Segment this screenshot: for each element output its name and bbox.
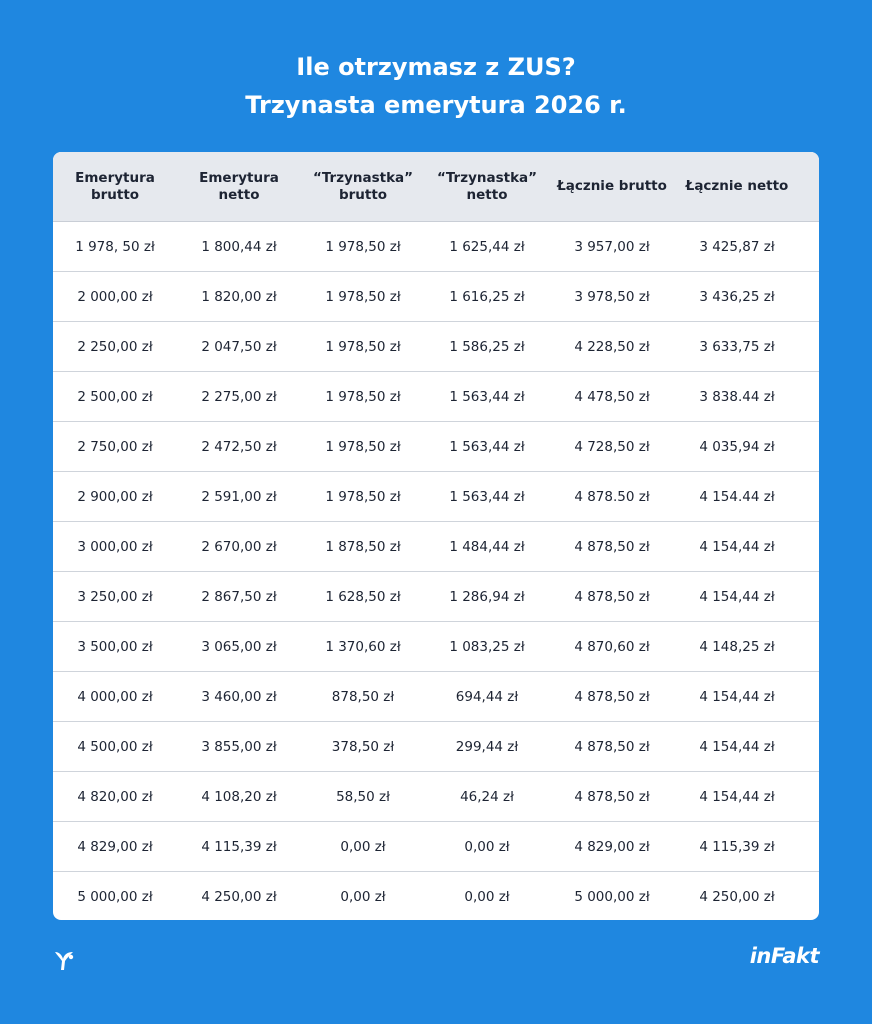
table-body	[53, 222, 819, 920]
cell-emerytura-netto: 4 115,39 zł	[201, 838, 277, 855]
table-row	[53, 322, 819, 372]
cell-emerytura-netto: 2 867,50 zł	[201, 588, 277, 605]
cell-trzynastka-brutto: 878,50 zł	[331, 688, 395, 705]
cell-trzynastka-netto: 1 625,44 zł	[449, 238, 525, 255]
cell-trzynastka-brutto: 1 878,50 zł	[325, 538, 401, 555]
cell-emerytura-brutto: 2 750,00 zł	[77, 438, 153, 455]
cell-emerytura-netto: 3 065,00 zł	[201, 638, 277, 655]
page-title	[0, 48, 872, 124]
cell-emerytura-netto: 1 800,44 zł	[201, 238, 277, 255]
cell-lacznie-netto: 4 035,94 zł	[699, 438, 775, 455]
table-row	[53, 772, 819, 822]
cell-trzynastka-netto: 1 286,94 zł	[449, 588, 525, 605]
table-row	[53, 422, 819, 472]
table-row	[53, 272, 819, 322]
cell-trzynastka-brutto: 58,50 zł	[336, 788, 390, 805]
cell-emerytura-brutto: 4 000,00 zł	[77, 688, 153, 705]
person-mark-icon	[52, 948, 76, 972]
cell-lacznie-brutto: 4 878.50 zł	[574, 488, 650, 505]
cell-trzynastka-brutto: 1 978,50 zł	[325, 438, 401, 455]
cell-trzynastka-netto: 1 586,25 zł	[449, 338, 525, 355]
table-row	[53, 622, 819, 672]
cell-trzynastka-brutto: 1 370,60 zł	[325, 638, 401, 655]
cell-lacznie-brutto: 4 478,50 zł	[574, 388, 650, 405]
cell-emerytura-brutto: 2 500,00 zł	[77, 388, 153, 405]
table-row	[53, 472, 819, 522]
cell-lacznie-brutto: 3 957,00 zł	[574, 238, 650, 255]
cell-emerytura-brutto: 5 000,00 zł	[77, 889, 153, 905]
cell-trzynastka-brutto: 0,00 zł	[340, 889, 386, 905]
header-emerytura-netto: Emerytura netto	[199, 169, 279, 203]
table-row	[53, 872, 819, 920]
cell-lacznie-netto: 4 148,25 zł	[699, 638, 775, 655]
cell-emerytura-netto: 1 820,00 zł	[201, 288, 277, 305]
cell-lacznie-brutto: 4 870,60 zł	[574, 638, 650, 655]
cell-lacznie-netto: 3 633,75 zł	[699, 338, 775, 355]
cell-trzynastka-netto: 1 083,25 zł	[449, 638, 525, 655]
cell-lacznie-netto: 4 154,44 zł	[699, 688, 775, 705]
cell-trzynastka-brutto: 1 978,50 zł	[325, 388, 401, 405]
cell-lacznie-brutto: 4 728,50 zł	[574, 438, 650, 455]
cell-lacznie-brutto: 4 878,50 zł	[574, 588, 650, 605]
table-header	[53, 152, 819, 222]
cell-emerytura-brutto: 4 500,00 zł	[77, 738, 153, 755]
cell-emerytura-brutto: 4 829,00 zł	[77, 838, 153, 855]
header-lacznie-brutto: Łącznie brutto	[557, 178, 667, 194]
header-emerytura-brutto: Emerytura brutto	[75, 169, 155, 203]
cell-trzynastka-brutto: 1 978,50 zł	[325, 338, 401, 355]
cell-trzynastka-netto: 46,24 zł	[460, 788, 514, 805]
cell-trzynastka-netto: 299,44 zł	[455, 738, 519, 755]
table-row	[53, 222, 819, 272]
cell-trzynastka-netto: 1 563,44 zł	[449, 438, 525, 455]
cell-emerytura-netto: 3 855,00 zł	[201, 738, 277, 755]
cell-lacznie-netto: 4 154,44 zł	[699, 738, 775, 755]
cell-emerytura-brutto: 3 000,00 zł	[77, 538, 153, 555]
cell-emerytura-brutto: 2 900,00 zł	[77, 488, 153, 505]
cell-trzynastka-brutto: 1 628,50 zł	[325, 588, 401, 605]
table-row	[53, 722, 819, 772]
cell-lacznie-netto: 4 115,39 zł	[699, 838, 775, 855]
cell-trzynastka-brutto: 378,50 zł	[331, 738, 395, 755]
cell-trzynastka-brutto: 0,00 zł	[340, 838, 386, 855]
table-row	[53, 372, 819, 422]
cell-lacznie-netto: 4 154,44 zł	[699, 588, 775, 605]
cell-lacznie-netto: 3 425,87 zł	[699, 238, 775, 255]
cell-lacznie-brutto: 4 878,50 zł	[574, 538, 650, 555]
table-row	[53, 572, 819, 622]
cell-emerytura-netto: 2 472,50 zł	[201, 438, 277, 455]
cell-trzynastka-netto: 1 616,25 zł	[449, 288, 525, 305]
cell-lacznie-netto: 4 154,44 zł	[699, 788, 775, 805]
title-line-1: Ile otrzymasz z ZUS?	[296, 53, 576, 81]
cell-lacznie-netto: 4 154.44 zł	[699, 488, 775, 505]
header-trzynastka-brutto: “Trzynastka” brutto	[312, 169, 414, 203]
cell-emerytura-netto: 4 250,00 zł	[201, 889, 277, 905]
cell-trzynastka-netto: 1 484,44 zł	[449, 538, 525, 555]
cell-trzynastka-netto: 1 563,44 zł	[449, 388, 525, 405]
cell-emerytura-brutto: 2 000,00 zł	[77, 288, 153, 305]
cell-emerytura-netto: 2 670,00 zł	[201, 538, 277, 555]
cell-lacznie-netto: 4 250,00 zł	[699, 889, 775, 905]
cell-emerytura-brutto: 2 250,00 zł	[77, 338, 153, 355]
cell-lacznie-brutto: 4 878,50 zł	[574, 788, 650, 805]
cell-emerytura-netto: 2 275,00 zł	[201, 388, 277, 405]
cell-lacznie-netto: 3 838.44 zł	[699, 388, 775, 405]
cell-emerytura-brutto: 4 820,00 zł	[77, 788, 153, 805]
cell-lacznie-brutto: 4 829,00 zł	[574, 838, 650, 855]
cell-trzynastka-netto: 1 563,44 zł	[449, 488, 525, 505]
table-row	[53, 822, 819, 872]
cell-lacznie-netto: 3 436,25 zł	[699, 288, 775, 305]
table-row	[53, 522, 819, 572]
pension-table	[53, 152, 819, 920]
cell-emerytura-netto: 2 047,50 zł	[201, 338, 277, 355]
cell-trzynastka-netto: 0,00 zł	[464, 889, 510, 905]
cell-lacznie-brutto: 4 878,50 zł	[574, 738, 650, 755]
cell-lacznie-brutto: 4 228,50 zł	[574, 338, 650, 355]
cell-trzynastka-brutto: 1 978,50 zł	[325, 238, 401, 255]
header-trzynastka-netto: “Trzynastka” netto	[436, 169, 538, 203]
cell-emerytura-netto: 4 108,20 zł	[201, 788, 277, 805]
cell-emerytura-brutto: 3 500,00 zł	[77, 638, 153, 655]
cell-emerytura-brutto: 1 978, 50 zł	[75, 238, 155, 255]
title-line-2: Trzynasta emerytura 2026 r.	[245, 91, 627, 119]
header-lacznie-netto: Łącznie netto	[685, 178, 789, 194]
cell-emerytura-netto: 3 460,00 zł	[201, 688, 277, 705]
cell-emerytura-brutto: 3 250,00 zł	[77, 588, 153, 605]
cell-trzynastka-netto: 694,44 zł	[455, 688, 519, 705]
cell-lacznie-brutto: 5 000,00 zł	[574, 889, 650, 905]
cell-lacznie-brutto: 3 978,50 zł	[574, 288, 650, 305]
table-row	[53, 672, 819, 722]
infakt-logo: inFakt	[749, 944, 819, 968]
cell-lacznie-brutto: 4 878,50 zł	[574, 688, 650, 705]
cell-lacznie-netto: 4 154,44 zł	[699, 538, 775, 555]
cell-trzynastka-brutto: 1 978,50 zł	[325, 488, 401, 505]
cell-trzynastka-netto: 0,00 zł	[464, 838, 510, 855]
cell-emerytura-netto: 2 591,00 zł	[201, 488, 277, 505]
cell-trzynastka-brutto: 1 978,50 zł	[325, 288, 401, 305]
